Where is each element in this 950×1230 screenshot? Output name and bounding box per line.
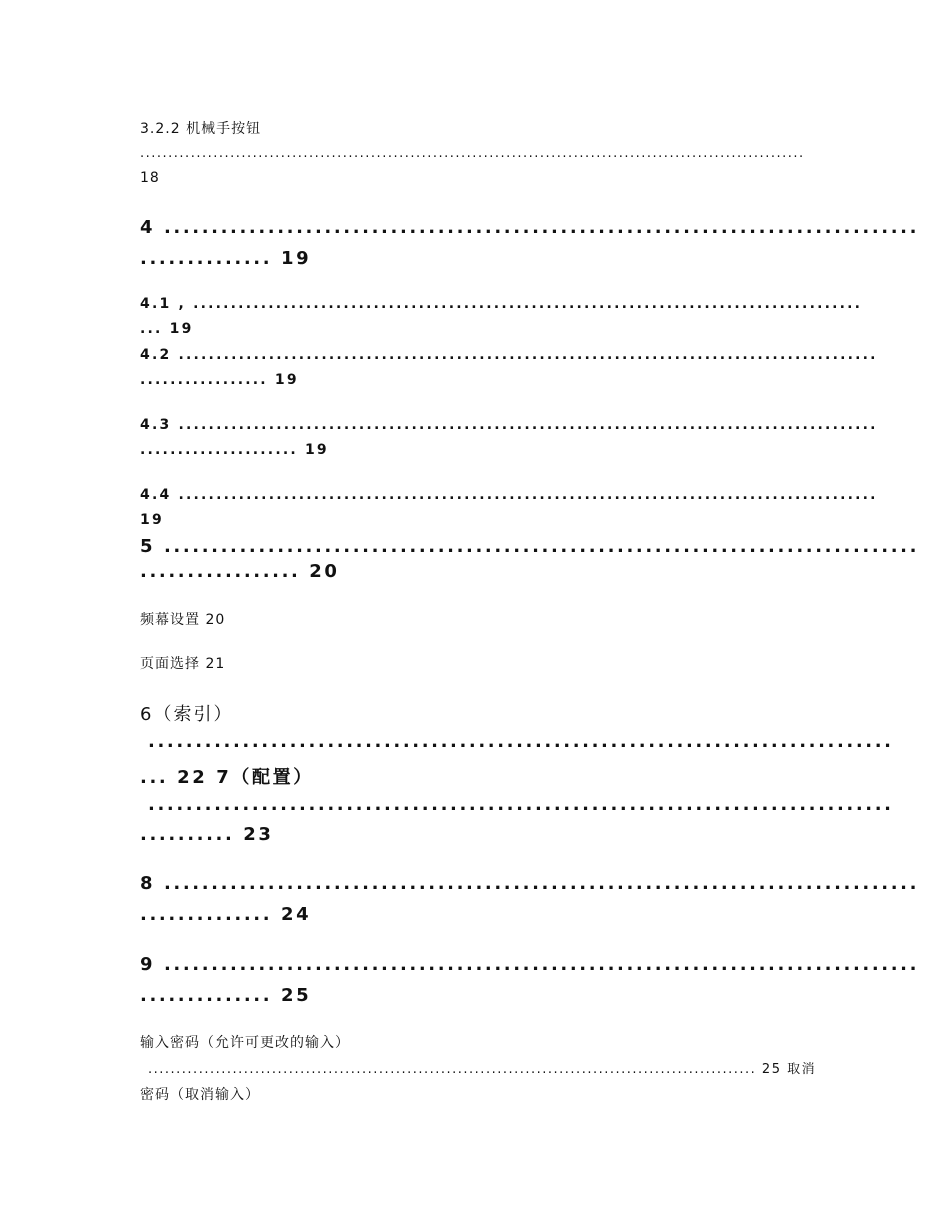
toc-entry-password-input: 输入密码（允许可更改的输入）	[140, 1035, 350, 1051]
toc-entry-5-heading: 5 ................................................................................	[140, 536, 920, 557]
toc-entry-4-2-page: ................. 19	[140, 372, 299, 388]
toc-entry-screen-settings: 频幕设置 20	[140, 612, 226, 628]
toc-entry-4-2-heading: 4.2 .............................................................................................	[140, 347, 878, 363]
toc-entry-6-heading: 6（索引）	[140, 704, 234, 725]
toc-entry-6-leader: ...............................................................................	[148, 731, 894, 752]
toc-entry-4-1-page: ... 19	[140, 321, 194, 337]
toc-entry-4-3-page: ..................... 19	[140, 442, 329, 458]
toc-entry-password-cancel: 密码（取消输入）	[140, 1087, 260, 1103]
toc-entry-4-4-page: 19	[140, 512, 164, 528]
toc-entry-8-page: .............. 24	[140, 904, 312, 925]
toc-entry-5-page: ................. 20	[140, 561, 340, 582]
toc-entry-4-page: .............. 19	[140, 248, 312, 269]
toc-entry-4-4-heading: 4.4 .............................................................................................	[140, 487, 878, 503]
toc-entry-3-2-2-leader: ......................................................................................................................	[140, 146, 805, 161]
toc-entry-6-page-and-7-heading: ... 22 7（配置）	[140, 767, 314, 788]
toc-entry-4-3-heading: 4.3 .............................................................................................	[140, 417, 878, 433]
toc-entry-4-1-heading: 4.1 , .........................................................................................	[140, 296, 863, 312]
toc-entry-9-page: .............. 25	[140, 985, 312, 1006]
toc-entry-7-page: .......... 23	[140, 824, 274, 845]
toc-entry-9-heading: 9 ................................................................................	[140, 954, 920, 975]
toc-entry-4-heading: 4 ................................................................................	[140, 217, 920, 238]
toc-entry-page-selection: 页面选择 21	[140, 656, 226, 672]
toc-entry-7-leader: ...............................................................................	[148, 794, 894, 815]
toc-entry-3-2-2-title: 3.2.2 机械手按钮	[140, 121, 262, 137]
toc-entry-password-leader: ............................................................................................................ 25 取消	[148, 1062, 817, 1077]
toc-entry-8-heading: 8 ................................................................................	[140, 873, 920, 894]
toc-entry-3-2-2-page: 18	[140, 170, 160, 186]
